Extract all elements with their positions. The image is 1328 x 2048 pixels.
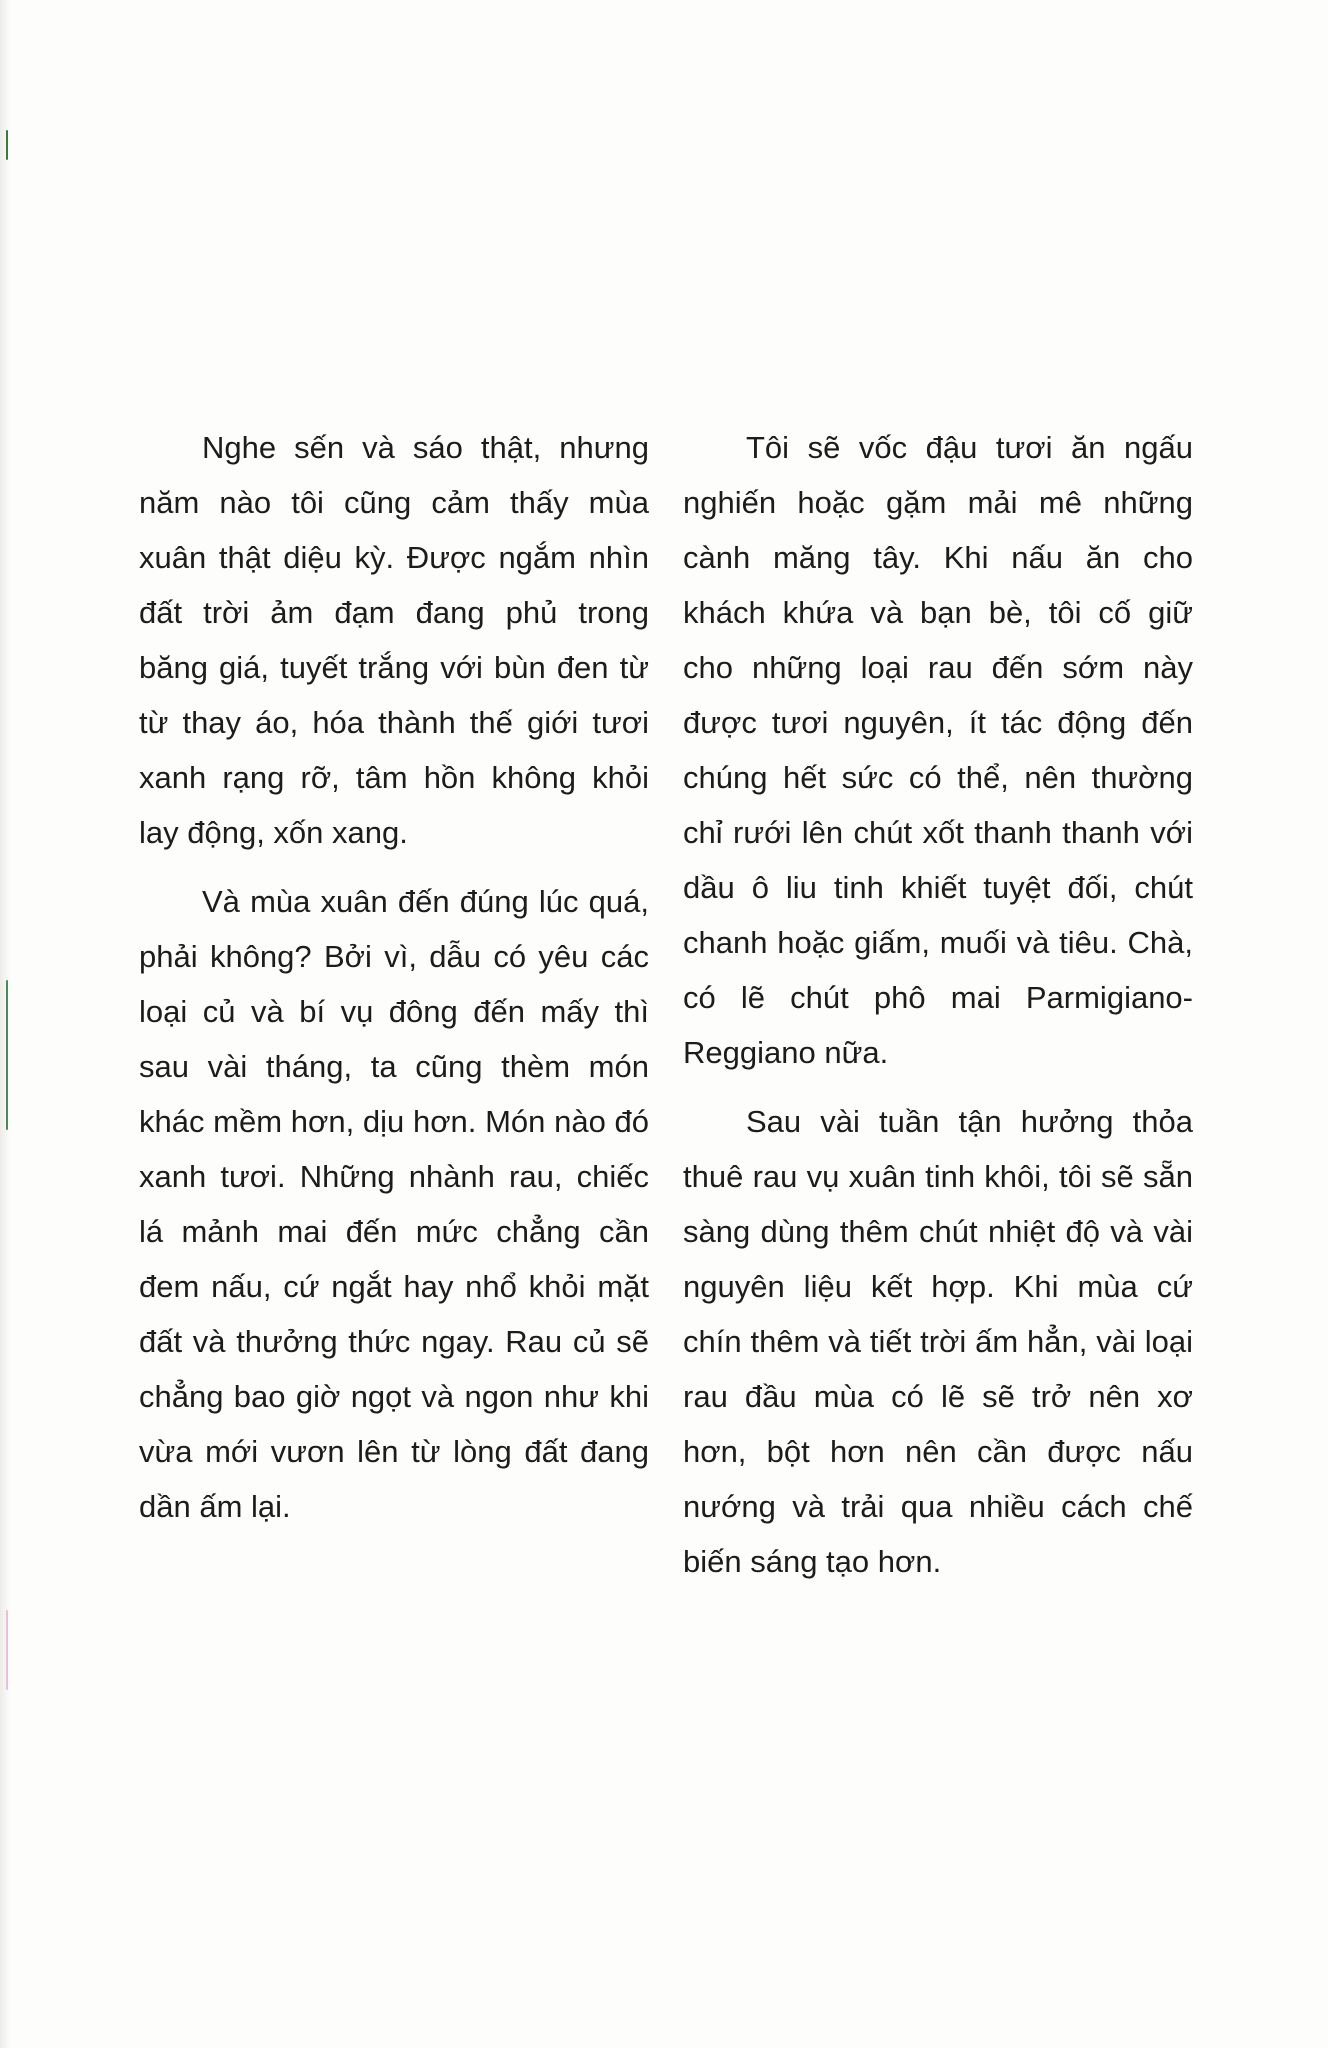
text-column-right: [683, 420, 1193, 1603]
paragraph: Tôi sẽ vốc đậu tươi ăn ngấu nghiến hoặc gặm mải mê những cành măng tây. Khi nấu ăn cho khách khứa và bạn bè, tôi cố giữ cho những loại rau đến sớm này được tươi nguyên, ít tác động đến chúng hết sức có thể, nên thường chỉ rưới lên chút xốt thanh thanh với dầu ô liu tinh khiết tuyệt đối, chút chanh hoặc giấm, muối và tiêu. Chà, có lẽ chút phô mai Parmigiano-Reggiano nữa.: [683, 430, 1193, 1070]
page-edge: [0, 0, 10, 2048]
paragraph: Sau vài tuần tận hưởng thỏa thuê rau vụ xuân tinh khôi, tôi sẽ sẵn sàng dùng thêm chút nhiệt độ và vài nguyên liệu kết hợp. Khi mùa cứ chín thêm và tiết trời ấm hẳn, vài loại rau đầu mùa có lẽ sẽ trở nên xơ hơn, bột hơn nên cần được nấu nướng và trải qua nhiều cách chế biến sáng tạo hơn.: [683, 1104, 1193, 1579]
text-column-left: [139, 420, 649, 1548]
edge-mark: [6, 980, 8, 1130]
paragraph: Và mùa xuân đến đúng lúc quá, phải không? Bởi vì, dẫu có yêu các loại củ và bí vụ đông đến mấy thì sau vài tháng, ta cũng thèm món khác mềm hơn, dịu hơn. Món nào đó xanh tươi. Những nhành rau, chiếc lá mảnh mai đến mức chẳng cần đem nấu, cứ ngắt hay nhổ khỏi mặt đất và thưởng thức ngay. Rau củ sẽ chẳng bao giờ ngọt và ngon như khi vừa mới vươn lên từ lòng đất đang dần ấm lại.: [139, 884, 649, 1524]
edge-mark: [6, 130, 8, 160]
edge-mark: [6, 1610, 8, 1690]
paragraph: Nghe sến và sáo thật, nhưng năm nào tôi cũng cảm thấy mùa xuân thật diệu kỳ. Được ngắm nhìn đất trời ảm đạm đang phủ trong băng giá, tuyết trắng với bùn đen từ từ thay áo, hóa thành thế giới tươi xanh rạng rỡ, tâm hồn không khỏi lay động, xốn xang.: [139, 430, 649, 850]
